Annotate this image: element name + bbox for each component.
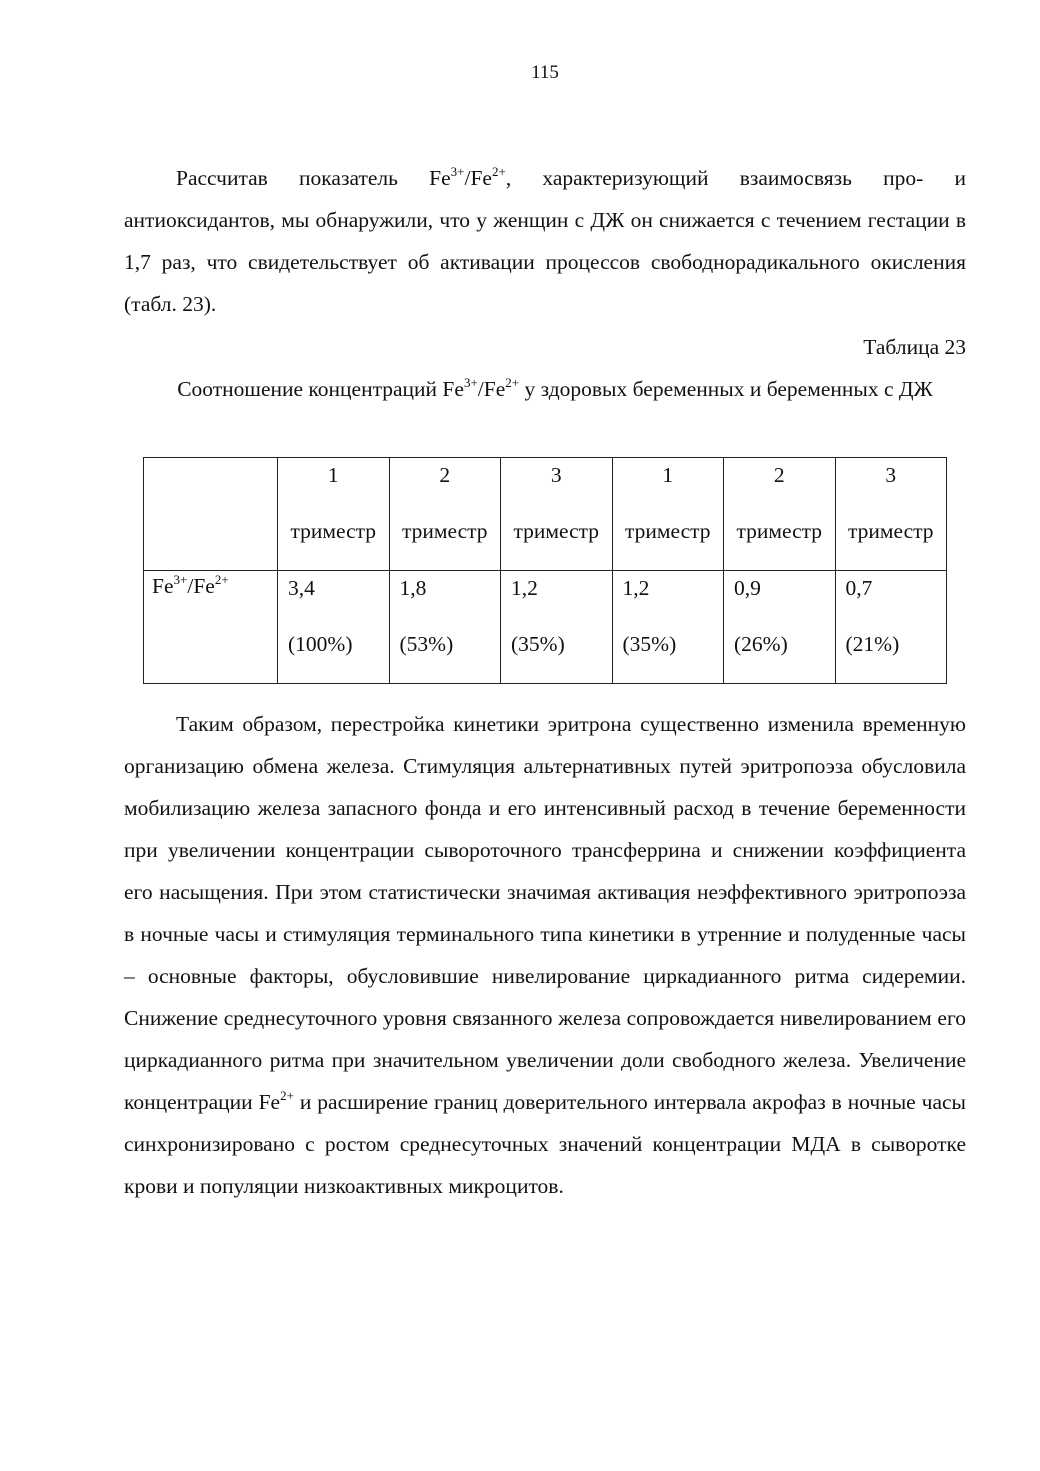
header-number: 3 bbox=[550, 463, 562, 487]
cell-value: 1,8 bbox=[399, 576, 427, 600]
paragraph-intro-text-3: , характеризующий взаимосвязь про- и антиоксидантов, мы обнаружили, что у женщин с ДЖ он снижается с течением гестации в 1,7 раз, что свидетельствует об активации процессов свободнорадикального окисления (табл. 23). bbox=[124, 166, 966, 316]
table-header-cell bbox=[389, 458, 501, 571]
row-label-text-1: Fe bbox=[152, 574, 174, 598]
paragraph-intro-text-1: Рассчитав показатель Fe bbox=[176, 166, 451, 190]
table-header-row bbox=[144, 458, 947, 571]
table-header-cell bbox=[724, 458, 836, 571]
caption-superscript-fe3: 3+ bbox=[463, 375, 478, 390]
table-caption-text-2: /Fe bbox=[477, 377, 506, 401]
table-cell bbox=[278, 571, 390, 684]
cell-value: 3,4 bbox=[288, 576, 315, 600]
row-label-text-2: /Fe bbox=[187, 574, 215, 598]
header-label: триместр bbox=[847, 519, 934, 543]
paragraph-conclusion-text-2: и расширение границ доверительного интервала акрофаз в ночные часы синхронизировано с ростом среднесуточных значений концентрации МДА в сыворотке крови и популяции низкоактивных микроцитов. bbox=[124, 1090, 966, 1198]
paragraph-intro-text-2: /Fe bbox=[464, 166, 492, 190]
cell-percent: (53%) bbox=[399, 632, 454, 656]
data-table bbox=[143, 457, 947, 684]
cell-percent: (100%) bbox=[288, 632, 353, 656]
table-cell bbox=[501, 571, 613, 684]
page-number: 115 bbox=[531, 62, 559, 83]
table-caption-text-3: у здоровых беременных и беременных с ДЖ bbox=[519, 377, 933, 401]
paragraph-intro bbox=[124, 157, 966, 325]
conclusion-superscript-fe2: 2+ bbox=[280, 1088, 294, 1103]
header-number: 2 bbox=[773, 463, 785, 487]
header-number: 1 bbox=[662, 463, 674, 487]
header-label: триместр bbox=[624, 519, 711, 543]
header-label: триместр bbox=[290, 519, 377, 543]
cell-percent: (35%) bbox=[511, 632, 565, 656]
cell-value: 0,9 bbox=[734, 576, 761, 600]
cell-percent: (26%) bbox=[734, 632, 788, 656]
cell-value: 0,7 bbox=[845, 576, 873, 600]
header-label: триместр bbox=[736, 519, 823, 543]
header-number: 2 bbox=[439, 463, 451, 487]
table-header-cell bbox=[501, 458, 613, 571]
cell-value: 1,2 bbox=[511, 576, 538, 600]
cell-percent: (35%) bbox=[622, 632, 677, 656]
table-header-cell bbox=[278, 458, 390, 571]
superscript-fe2: 2+ bbox=[491, 164, 506, 179]
header-number: 3 bbox=[885, 463, 897, 487]
table-row bbox=[144, 571, 947, 684]
table-cell bbox=[835, 571, 947, 684]
row-superscript-fe2: 2+ bbox=[214, 572, 229, 587]
table-label: Таблица 23 bbox=[863, 335, 966, 359]
table-corner-cell bbox=[144, 458, 278, 571]
paragraph-conclusion bbox=[124, 703, 966, 1207]
table-cell bbox=[724, 571, 836, 684]
cell-percent: (21%) bbox=[845, 632, 900, 656]
cell-value: 1,2 bbox=[622, 576, 650, 600]
superscript-fe3: 3+ bbox=[450, 164, 465, 179]
caption-superscript-fe2: 2+ bbox=[505, 375, 520, 390]
table-cell bbox=[389, 571, 501, 684]
table-caption-text-1: Соотношение концентраций Fe bbox=[177, 377, 464, 401]
header-label: триместр bbox=[513, 519, 600, 543]
table-header-cell bbox=[835, 458, 947, 571]
table-header-cell bbox=[612, 458, 724, 571]
header-label: триместр bbox=[401, 519, 488, 543]
paragraph-conclusion-text-1: Таким образом, перестройка кинетики эритрона существенно изменила временную организацию обмена железа. Стимуляция альтернативных путей эритропоэза обусловила мобилизацию железа запасного фонда и его интенсивный расход в течение беременности при увеличении концентрации сывороточного трансферрина и снижении коэффициента его насыщения. При этом статистически значимая активация неэффективного эритропоэза в ночные часы и стимуляция терминального типа кинетики в утренние и полуденные часы – основные факторы, обусловившие нивелирование циркадианного ритма сидеремии. Снижение среднесуточного уровня связанного железа сопровождается нивелированием его циркадианного ритма при значительном увеличении доли свободного железа. Увеличение концентрации Fe bbox=[124, 712, 966, 1114]
table-cell bbox=[612, 571, 724, 684]
header-number: 1 bbox=[327, 463, 339, 487]
table-row-label bbox=[144, 571, 278, 684]
table-caption bbox=[124, 368, 986, 410]
row-superscript-fe3: 3+ bbox=[173, 572, 188, 587]
